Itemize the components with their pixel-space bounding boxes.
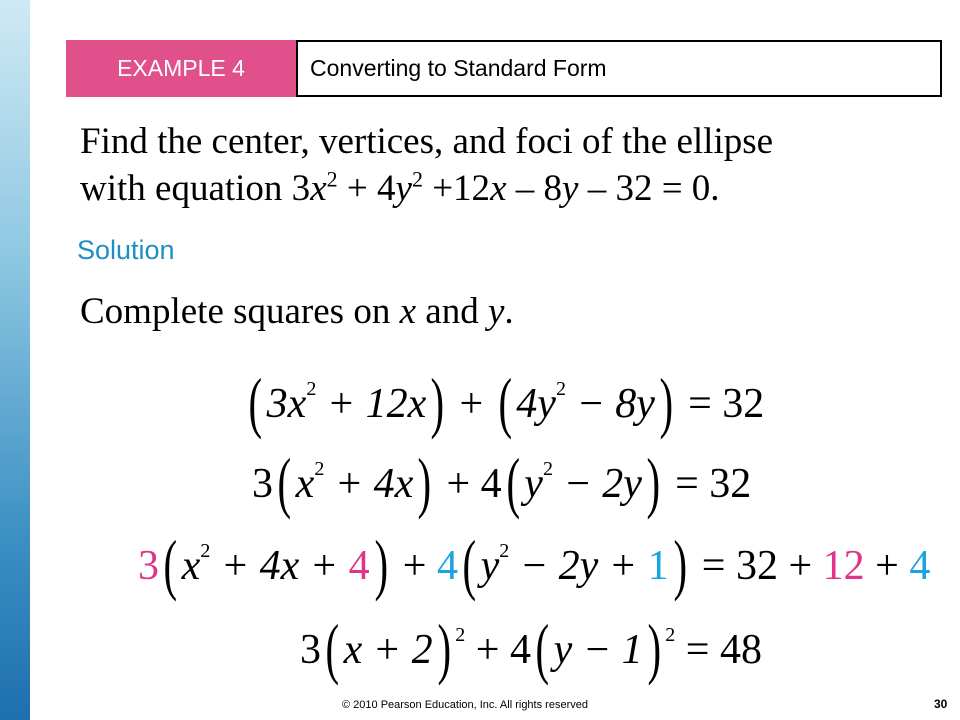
example-title xyxy=(296,40,942,97)
problem-statement xyxy=(80,118,930,212)
problem-line-1: Find the center, vertices, and foci of the ellipse xyxy=(80,121,774,162)
equation-1: ( $3x^2 + 12x$) + ( $4y^2 - 8y) = 32$ xyxy=(248,364,765,440)
example-badge: EXAMPLE 4 xyxy=(66,40,296,97)
page-number: 30 xyxy=(934,697,948,711)
equation-3: 3( $x^2 + 4x + 4) + 4$( $y^2 - 2y + 1) = 32 + 12 + 4$ xyxy=(138,526,931,602)
sidebar-gradient xyxy=(0,0,30,720)
equation-4: 3( x + 2) $^2$ + 4( y − 1) $^2$ = 48 xyxy=(300,610,762,686)
solution-label: Solution xyxy=(77,235,175,265)
equation-2: 3( $x^2 + 4x) + 4$( $y^2 - 2y) = 32$ xyxy=(252,444,752,520)
copyright-footer: © 2010 Pearson Education, Inc. All rights reserved xyxy=(342,699,588,711)
example-title-text: Converting to Standard Form xyxy=(310,55,607,81)
problem-line-2: with equation $3x^2 + 4y^2 +12x - 8y - 32 = 0$. xyxy=(80,166,720,209)
complete-squares-text: Complete squares on x and y. xyxy=(80,291,514,332)
